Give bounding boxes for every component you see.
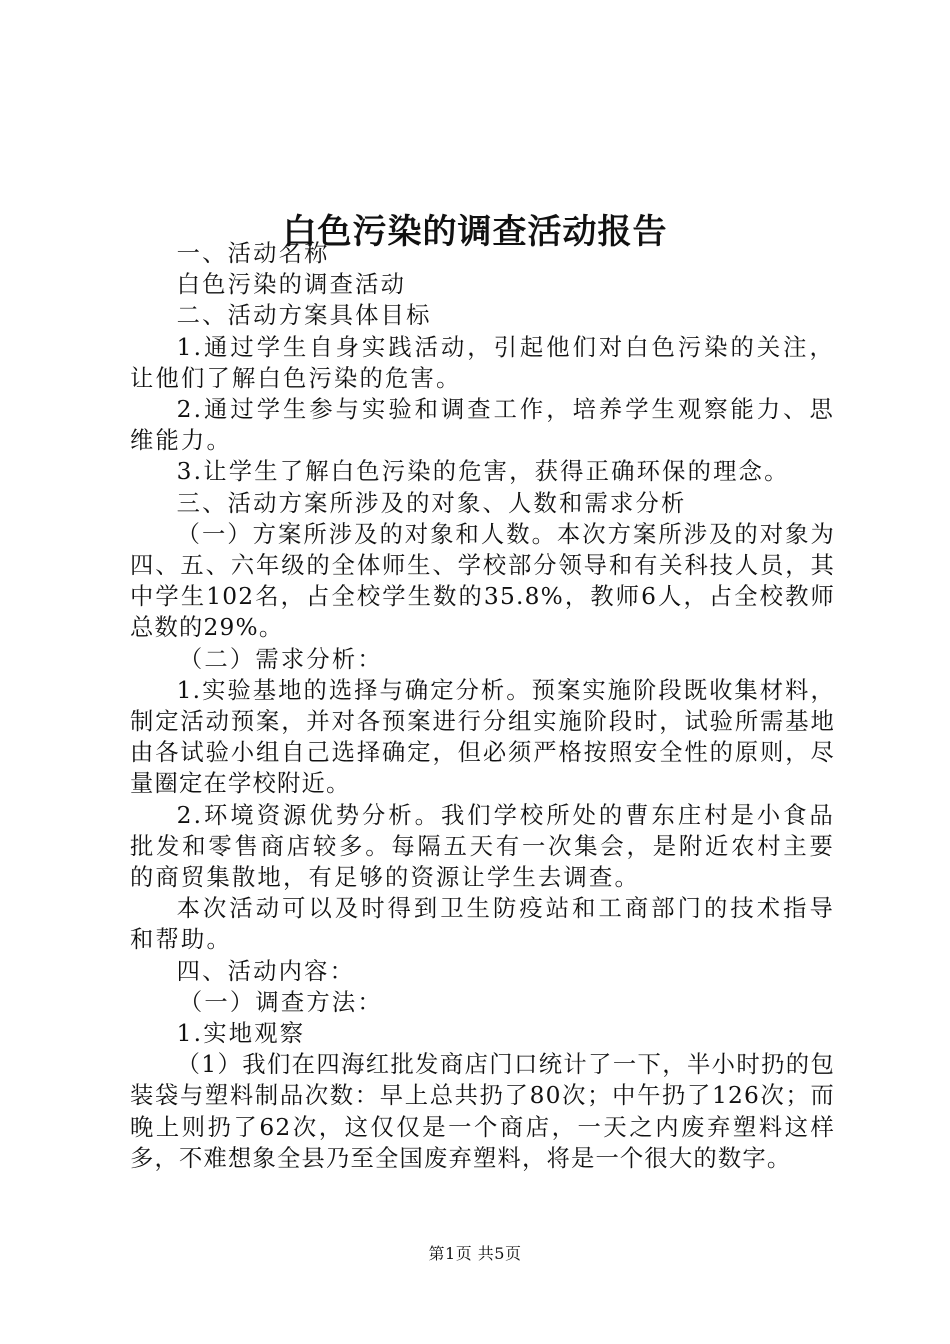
- method-item-1: 1.实地观察: [176, 1020, 306, 1048]
- section-heading-activity-name: 一、活动名称: [176, 240, 330, 267]
- support-paragraph: 本次活动可以及时得到卫生防疫站和工商部门的技术指导和帮助。: [130, 895, 835, 954]
- goal-item-1: 1.通过学生自身实践活动，引起他们对白色污染的关注，让他们了解白色污染的危害。: [130, 333, 835, 392]
- subheading-survey-method: （一）调查方法：: [178, 988, 383, 1016]
- activity-name-text: 白色污染的调查活动: [176, 271, 407, 299]
- needs-item-2: 2.环境资源优势分析。我们学校所处的曹东庄村是小食品批发和零售商店较多。每隔五天有一次集会，是附近农村主要的商贸集散地，有足够的资源让学生去调查。: [130, 801, 835, 892]
- document-title: 白色污染的调查活动报告: [282, 211, 668, 252]
- section-heading-goals: 二、活动方案具体目标: [176, 302, 432, 330]
- participants-paragraph: （一）方案所涉及的对象和人数。本次方案所涉及的对象为四、五、六年级的全体师生、学校部分领导和有关科技人员，其中学生102名，占全校学生数的35.8%，教师6人，占全校教师总数的29%。: [130, 520, 835, 642]
- section-heading-content: 四、活动内容：: [176, 957, 356, 985]
- page-number-footer: 第1页 共5页: [428, 1244, 522, 1263]
- document-body: [130, 238, 835, 1174]
- observation-paragraph: （1）我们在四海红批发商店门口统计了一下，半小时扔的包装袋与塑料制品次数：早上总共扔了80次；中午扔了126次；而晚上则扔了62次，这仅仅是一个商店，一天之内废弃塑料这样多，不难想象全县乃至全国废弃塑料，将是一个很大的数字。: [130, 1051, 835, 1172]
- goal-item-3: 3.让学生了解白色污染的危害，获得正确环保的理念。: [176, 458, 790, 486]
- subheading-needs-analysis: （二）需求分析：: [178, 645, 383, 673]
- needs-item-1: 1.实验基地的选择与确定分析。预案实施阶段既收集材料，制定活动预案，并对各预案进行分组实施阶段时，试验所需基地由各试验小组自己选择确定，但必须严格按照安全性的原则，尽量圈定在学校附近。: [130, 676, 835, 798]
- section-heading-participants: 三、活动方案所涉及的对象、人数和需求分析: [176, 489, 687, 517]
- goal-item-2: 2.通过学生参与实验和调查工作，培养学生观察能力、思维能力。: [130, 396, 835, 455]
